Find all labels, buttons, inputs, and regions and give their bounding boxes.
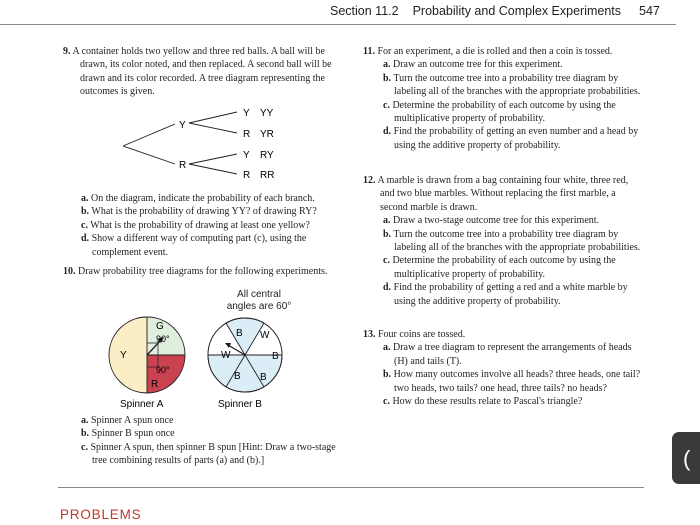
section-title: Probability and Complex Experiments xyxy=(412,4,622,18)
problem-9-part-d: d. Show a different way of computing part (c), using the complement event. xyxy=(81,233,307,258)
page-number: 547 xyxy=(639,4,660,18)
footer-rule xyxy=(58,487,644,488)
tree-node-first-r: R xyxy=(179,160,187,171)
problem-13-number: 13. xyxy=(363,329,376,340)
problem-9-text: A container holds two yellow and three red balls. A ball will be drawn, its color noted, and then replaced. A second ball will be drawn and its color recorded. A tree diagram representing the outcomes is given. xyxy=(72,46,332,98)
spinner-a-angle-top: 90° xyxy=(156,334,170,344)
tree-diagram xyxy=(115,100,285,190)
header-rule xyxy=(0,24,676,25)
spinner-b-label: W xyxy=(221,350,231,361)
page-header xyxy=(330,4,660,18)
tree-node-second: R xyxy=(243,129,251,140)
tree-node-first-y: Y xyxy=(179,120,186,131)
tree-branch xyxy=(189,154,237,164)
problem-9-number: 9. xyxy=(63,46,71,57)
spinner-a-caption: Spinner A xyxy=(120,399,164,410)
spinner-a-label-g: G xyxy=(156,321,164,332)
spinner-b-label: B xyxy=(272,351,279,362)
problem-11-part-a: a. Draw an outcome tree for this experiment. xyxy=(383,59,563,71)
side-tab-icon[interactable]: ( xyxy=(683,446,691,471)
tree-outcome: YR xyxy=(260,129,274,140)
spinner-a-label-y: Y xyxy=(120,350,127,361)
problem-12-part-b: b. Turn the outcome tree into a probability tree diagram by labeling all of the branches with the appropriate probabilities. xyxy=(383,228,641,254)
problem-10-number: 10. xyxy=(63,266,76,277)
problem-9-part-b: b. What is the probability of drawing YY? of drawing RY? xyxy=(81,206,317,218)
spinner-a xyxy=(109,317,185,393)
problem-11-part-b: b. Turn the outcome tree into a probability tree diagram by labeling all of the branches with the appropriate probabilities. xyxy=(383,72,641,98)
problem-10-part-c: c. Spinner A spun, then spinner B spun [Hint: Draw a two-stage tree combining results of parts (a) and (b).] xyxy=(81,441,336,467)
spinner-b-caption: Spinner B xyxy=(218,399,262,410)
problem-11-text: For an experiment, a die is rolled and then a coin is tossed. xyxy=(377,46,613,57)
problem-13-text: Four coins are tossed. xyxy=(378,329,466,340)
problem-9 xyxy=(63,45,338,99)
tree-node-second: Y xyxy=(243,108,250,119)
problem-11-number: 11. xyxy=(363,46,375,57)
problem-11-part-c: c. Determine the probability of each outcome by using the multiplicative property of probability. xyxy=(383,99,616,125)
section-number: Section 11.2 xyxy=(330,4,399,18)
tree-outcome: RR xyxy=(260,170,275,181)
spinner-a-label-r: R xyxy=(151,379,159,390)
tree-branch xyxy=(189,123,237,133)
spinner-b-note: All central angles are 60° xyxy=(226,289,292,312)
spinner-b-label: W xyxy=(260,330,270,341)
problem-12 xyxy=(363,174,643,308)
problem-11 xyxy=(363,45,643,152)
tree-outcome: YY xyxy=(260,108,274,119)
problem-9-part-a: a. On the diagram, indicate the probability of each branch. xyxy=(81,193,315,204)
problem-12-part-a: a. Draw a two-stage outcome tree for this experiment. xyxy=(383,215,600,227)
tree-node-second: R xyxy=(243,170,251,181)
problem-10-part-b: b. Spinner B spun once xyxy=(81,428,175,440)
tree-branch xyxy=(123,146,175,164)
problem-13-part-c: c. How do these results relate to Pascal's triangle? xyxy=(383,396,583,408)
problem-9-part-c: c. What is the probability of drawing at least one yellow? xyxy=(81,219,310,231)
problem-10 xyxy=(63,265,348,278)
problems-heading: PROBLEMS xyxy=(60,507,142,522)
problem-12-text: A marble is drawn from a bag containing four white, three red, and two blue marbles. Without replacing the first marble, a second marble is drawn. xyxy=(377,175,629,213)
problem-12-part-d: d. Find the probability of getting a red and a white marble by using the additive property of probability. xyxy=(383,282,628,307)
tree-outcome: RY xyxy=(260,150,274,161)
tree-branch xyxy=(123,124,175,146)
tree-node-second: Y xyxy=(243,150,250,161)
problem-10-text: Draw probability tree diagrams for the following experiments. xyxy=(78,266,328,277)
problem-13 xyxy=(363,328,643,408)
problem-10-parts xyxy=(78,414,340,468)
problem-13-part-a: a. Draw a tree diagram to represent the arrangements of heads (H) and tails (T). xyxy=(383,342,632,367)
problem-13-part-b: b. How many outcomes involve all heads? three heads, one tail? two heads, two tails? one head, three tails? no heads? xyxy=(383,369,641,394)
tree-branch xyxy=(189,112,237,123)
tree-branch xyxy=(189,164,237,174)
spinner-b-label: B xyxy=(234,371,241,382)
spinner-a-sector-y xyxy=(109,317,147,393)
spinner-b-label: B xyxy=(260,372,267,383)
spinner-b-label: B xyxy=(236,328,243,339)
problem-9-parts xyxy=(78,192,340,259)
problem-10-part-a: a. Spinner A spun once xyxy=(81,415,174,426)
problem-12-part-c: c. Determine the probability of each outcome by using the multiplicative property of probability. xyxy=(383,255,616,280)
spinner-b xyxy=(208,318,282,392)
spinner-a-angle-bottom: 90° xyxy=(156,365,170,375)
problem-11-part-d: d. Find the probability of getting an even number and a head by using the additive property of probability. xyxy=(383,126,639,151)
problem-12-number: 12. xyxy=(363,175,376,186)
